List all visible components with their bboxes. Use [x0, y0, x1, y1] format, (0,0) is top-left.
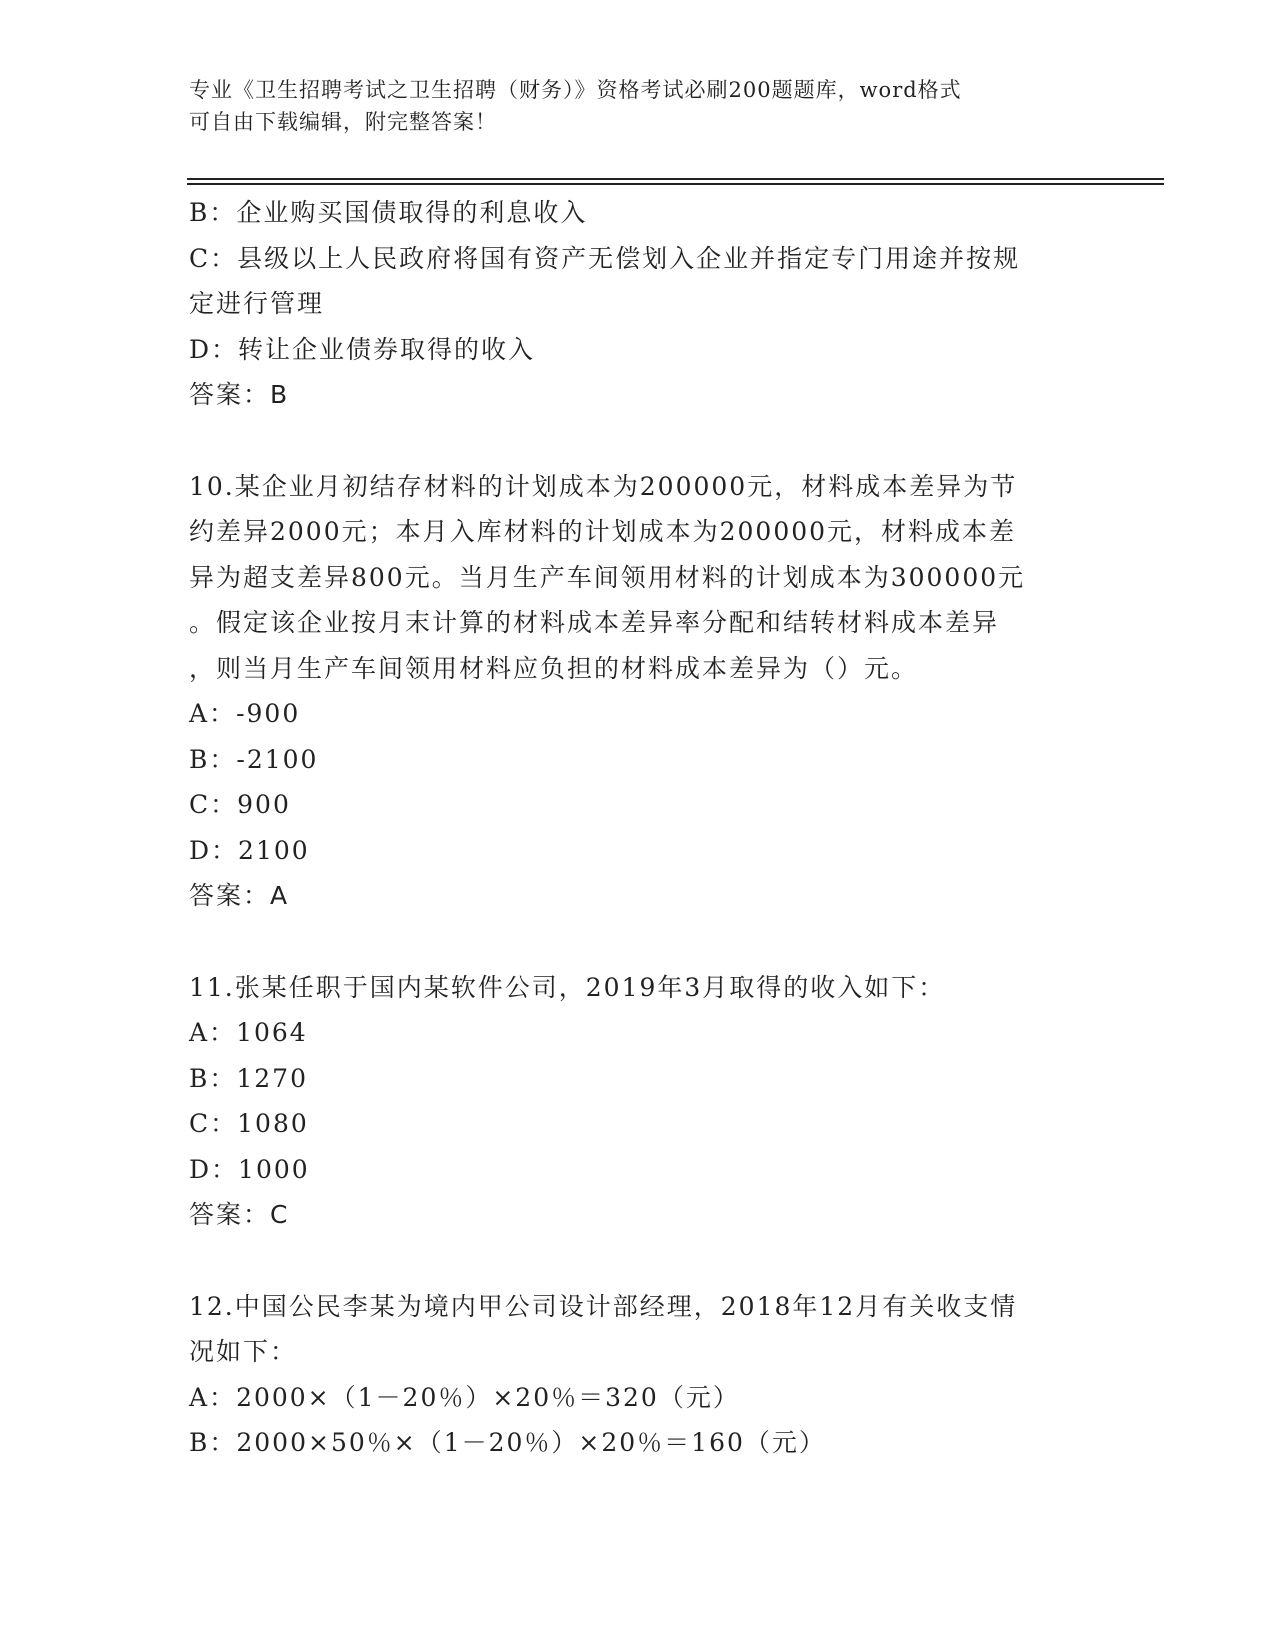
question-stem-line: 11.张某任职于国内某软件公司，2019年3月取得的收入如下： [189, 972, 946, 1002]
option-b [189, 190, 1079, 236]
spacer [189, 418, 1079, 464]
option-key: B： [189, 744, 237, 774]
question-stem-line: 。假定该企业按月末计算的材料成本差异率分配和结转材料成本差异 [189, 608, 1000, 637]
option-text: 1000 [238, 1154, 310, 1184]
option-a [189, 1375, 1079, 1421]
option-c [189, 236, 1079, 282]
option-key: C： [189, 790, 238, 819]
option-text: 企业购买国债取得的利息收入 [236, 198, 588, 227]
question-stem-line: 约差异2000元；本月入库材料的计划成本为200000元，材料成本差 [189, 517, 1017, 546]
option-d [189, 1147, 1079, 1193]
option-text: 1064 [236, 1018, 308, 1047]
spacer [189, 919, 1079, 965]
answer: 答案：C [189, 1200, 290, 1229]
option-a [189, 1010, 1079, 1056]
option-key: D： [189, 334, 239, 364]
header-line-2: 可自由下载编辑，附完整答案！ [189, 110, 497, 134]
option-c [189, 782, 1079, 828]
header-divider-bottom [187, 183, 1164, 185]
question-9 [189, 190, 1079, 418]
question-stem-line: 异为超支差异800元。当月生产车间领用材料的计划成本为300000元 [189, 562, 1026, 592]
question-12 [189, 1284, 1079, 1466]
page-header [189, 74, 1089, 138]
option-key: A： [189, 1382, 237, 1412]
option-key: C： [189, 243, 238, 273]
option-key: B： [189, 198, 237, 227]
option-key: C： [189, 1109, 238, 1138]
option-text: 转让企业债券取得的收入 [238, 334, 536, 364]
option-text: 定进行管理 [189, 289, 325, 318]
question-10 [189, 464, 1079, 919]
option-key: B： [189, 1063, 237, 1093]
option-text: 县级以上人民政府将国有资产无偿划入企业并指定专门用途并按规 [237, 243, 1021, 273]
answer: 答案：B [189, 380, 290, 409]
header-line-1: 专业《卫生招聘考试之卫生招聘（财务）》资格考试必刷200题题库，word格式 [189, 78, 962, 102]
option-text: 2100 [238, 835, 310, 865]
question-stem-line: 10.某企业月初结存材料的计划成本为200000元，材料成本差异为节 [189, 471, 1018, 501]
header-divider-top [187, 178, 1164, 180]
option-key: B： [189, 1428, 237, 1457]
document-body [189, 190, 1079, 1466]
question-stem-line: ，则当月生产车间领用材料应负担的材料成本差异为（）元。 [189, 653, 919, 683]
option-key: D： [189, 835, 239, 865]
option-text: -900 [236, 699, 301, 728]
option-text: 1270 [236, 1063, 308, 1093]
option-b [189, 737, 1079, 783]
option-key: D： [189, 1154, 239, 1184]
question-stem-line: 况如下： [189, 1337, 298, 1366]
option-b [189, 1420, 1079, 1466]
option-key: A： [189, 1018, 237, 1047]
option-text: 900 [237, 790, 291, 819]
option-text: 2000×（1－20％）×20％＝320（元） [236, 1382, 740, 1412]
question-stem-line: 12.中国公民李某为境内甲公司设计部经理，2018年12月有关收支情 [189, 1291, 1018, 1321]
option-c-continued [189, 281, 1079, 327]
option-c [189, 1101, 1079, 1147]
option-d [189, 828, 1079, 874]
option-d [189, 327, 1079, 373]
option-text: -2100 [236, 744, 319, 774]
option-b [189, 1056, 1079, 1102]
spacer [189, 1238, 1079, 1284]
option-key: A： [189, 699, 237, 728]
option-text: 1080 [237, 1109, 309, 1138]
answer: 答案：A [189, 881, 290, 910]
option-text: 2000×50％×（1－20％）×20％＝160（元） [236, 1428, 826, 1457]
option-a [189, 691, 1079, 737]
question-11 [189, 965, 1079, 1238]
